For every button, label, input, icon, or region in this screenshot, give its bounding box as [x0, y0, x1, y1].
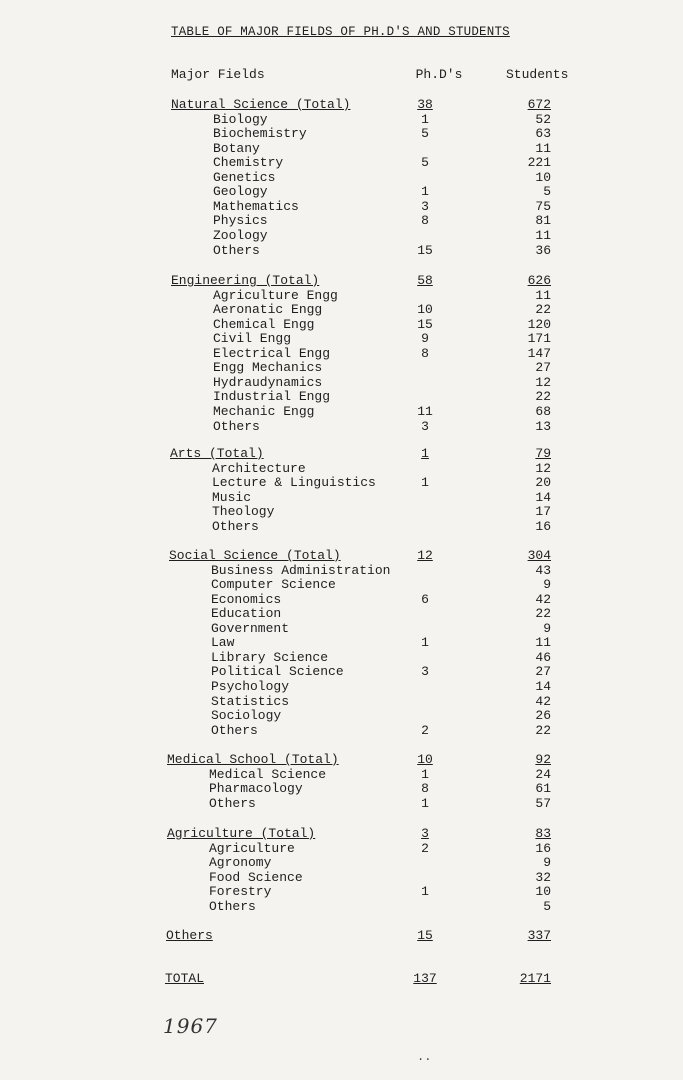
field-row	[0, 781, 683, 796]
field-name: Agriculture (Total)	[167, 826, 316, 841]
phd-count: 1	[421, 111, 429, 127]
field-name: Sociology	[211, 708, 282, 724]
student-count: 13	[535, 418, 551, 434]
field-row	[0, 228, 683, 243]
field-name: Biochemistry	[213, 126, 307, 142]
field-row	[0, 694, 683, 709]
student-count: 24	[535, 766, 551, 782]
field-row	[0, 767, 683, 782]
field-name: Theology	[212, 504, 275, 520]
group-total-row	[0, 97, 683, 112]
student-count: 304	[527, 548, 551, 563]
phd-count: 1	[421, 184, 429, 200]
student-count: 83	[535, 826, 551, 841]
field-row	[0, 141, 683, 156]
phd-count: 5	[421, 126, 429, 142]
field-name: Psychology	[211, 678, 290, 694]
phd-count: 2	[421, 722, 429, 738]
student-count: 43	[535, 562, 551, 578]
field-name: Agriculture	[209, 840, 295, 856]
field-name: Others	[213, 418, 260, 434]
field-row	[0, 621, 683, 636]
field-name: Political Science	[211, 664, 344, 680]
student-count: 221	[527, 155, 551, 171]
field-row	[0, 112, 683, 127]
field-row	[0, 563, 683, 578]
header-students: Students	[506, 67, 569, 82]
student-count: 16	[535, 518, 551, 534]
phd-count: 3	[421, 418, 429, 434]
field-name: Education	[211, 606, 282, 622]
student-count: 22	[535, 722, 551, 738]
field-row	[0, 331, 683, 346]
student-count: 68	[535, 403, 551, 419]
phd-count: 15	[417, 316, 433, 332]
phd-count: 8	[421, 781, 429, 797]
student-count: 27	[535, 664, 551, 680]
field-name: Others	[212, 518, 259, 534]
field-name: Others	[209, 898, 256, 914]
phd-count: 137	[413, 971, 437, 986]
field-row	[0, 592, 683, 607]
field-row	[0, 461, 683, 476]
field-name: Government	[211, 620, 290, 636]
field-name: Medical School (Total)	[167, 752, 339, 767]
phd-count: 10	[417, 302, 433, 318]
field-row	[0, 870, 683, 885]
field-row	[0, 679, 683, 694]
field-name: Pharmacology	[209, 781, 303, 797]
field-row	[0, 419, 683, 434]
field-row	[0, 155, 683, 170]
field-row	[0, 243, 683, 258]
field-name: Botany	[213, 140, 260, 156]
phd-count: 11	[417, 403, 433, 419]
field-row	[0, 841, 683, 856]
field-row	[0, 606, 683, 621]
student-count: 46	[535, 649, 551, 665]
group-total-row	[0, 273, 683, 288]
field-row	[0, 796, 683, 811]
field-row	[0, 375, 683, 390]
student-count: 16	[535, 840, 551, 856]
phd-count: 1	[421, 446, 429, 461]
group-total-row	[0, 446, 683, 461]
header-major-fields: Major Fields	[171, 67, 265, 82]
field-row	[0, 170, 683, 185]
student-count: 42	[535, 693, 551, 709]
phd-count: 1	[421, 884, 429, 900]
student-count: 27	[535, 360, 551, 376]
field-row	[0, 184, 683, 199]
field-name: Mathematics	[213, 198, 299, 214]
student-count: 42	[535, 591, 551, 607]
group-total-row	[0, 752, 683, 767]
field-name: Geology	[213, 184, 268, 200]
field-name: Library Science	[211, 649, 329, 665]
phd-count: 8	[421, 213, 429, 229]
student-count: 81	[535, 213, 551, 229]
field-name: Engineering (Total)	[171, 273, 320, 288]
student-count: 22	[535, 302, 551, 318]
page-mark: ..	[417, 1050, 432, 1064]
field-row	[0, 317, 683, 332]
phd-count: 3	[421, 826, 429, 841]
field-name: Social Science (Total)	[169, 548, 341, 563]
field-name: Agronomy	[209, 855, 272, 871]
field-name: Civil Engg	[213, 331, 292, 347]
phd-count: 1	[421, 766, 429, 782]
field-row	[0, 346, 683, 361]
group-total-row	[0, 548, 683, 563]
field-name: Others	[213, 242, 260, 258]
field-row	[0, 213, 683, 228]
student-count: 14	[535, 678, 551, 694]
field-row	[0, 519, 683, 534]
field-name: Genetics	[213, 169, 276, 185]
student-count: 32	[535, 869, 551, 885]
phd-count: 3	[421, 198, 429, 214]
field-name: Chemical Engg	[213, 316, 315, 332]
field-name: Medical Science	[209, 766, 327, 782]
field-row	[0, 708, 683, 723]
field-row	[0, 723, 683, 738]
field-name: Mechanic Engg	[213, 403, 315, 419]
student-count: 147	[527, 345, 551, 361]
student-count: 12	[535, 460, 551, 476]
phd-count: 8	[421, 345, 429, 361]
field-row	[0, 288, 683, 303]
phd-count: 12	[417, 548, 433, 563]
field-row	[0, 504, 683, 519]
student-count: 626	[527, 273, 551, 288]
student-count: 26	[535, 708, 551, 724]
field-name: Arts (Total)	[170, 446, 264, 461]
field-row	[0, 899, 683, 914]
student-count: 11	[535, 635, 551, 651]
phd-count: 1	[421, 635, 429, 651]
student-count: 92	[535, 752, 551, 767]
student-count: 9	[543, 620, 551, 636]
field-row	[0, 302, 683, 317]
field-name: Statistics	[211, 693, 290, 709]
phd-count: 9	[421, 331, 429, 347]
field-name: Forestry	[209, 884, 272, 900]
student-count: 171	[527, 331, 551, 347]
handwritten-year: 1967	[163, 1014, 218, 1038]
field-row	[0, 360, 683, 375]
phd-count: 2	[421, 840, 429, 856]
phd-count: 58	[417, 273, 433, 288]
student-count: 22	[535, 389, 551, 405]
field-name: Zoology	[213, 227, 268, 243]
phd-count: 5	[421, 155, 429, 171]
student-count: 17	[535, 504, 551, 520]
student-count: 61	[535, 781, 551, 797]
field-name: Computer Science	[211, 577, 336, 593]
phd-count: 1	[421, 475, 429, 491]
student-count: 5	[543, 898, 551, 914]
field-name: Natural Science (Total)	[171, 97, 351, 112]
field-row	[0, 664, 683, 679]
student-count: 2171	[519, 971, 551, 986]
field-name: Biology	[213, 111, 268, 127]
field-row	[0, 490, 683, 505]
field-row	[0, 650, 683, 665]
field-row	[0, 884, 683, 899]
grand-total-row	[0, 971, 683, 986]
field-name: TOTAL	[165, 971, 205, 986]
phd-count: 1	[421, 795, 429, 811]
student-count: 12	[535, 374, 551, 390]
student-count: 57	[535, 795, 551, 811]
student-count: 75	[535, 198, 551, 214]
field-name: Others	[211, 722, 258, 738]
field-name: Others	[166, 928, 213, 943]
others-row	[0, 928, 683, 943]
student-count: 5	[543, 184, 551, 200]
phd-count: 6	[421, 591, 429, 607]
field-name: Business Administration	[211, 562, 391, 578]
field-row	[0, 126, 683, 141]
field-name: Architecture	[212, 460, 306, 476]
field-row	[0, 855, 683, 870]
student-count: 120	[527, 316, 551, 332]
student-count: 9	[543, 577, 551, 593]
student-count: 20	[535, 475, 551, 491]
student-count: 22	[535, 606, 551, 622]
student-count: 9	[543, 855, 551, 871]
field-name: Electrical Engg	[213, 345, 331, 361]
page-title: TABLE OF MAJOR FIELDS OF PH.D'S AND STUDENTS	[171, 25, 510, 39]
field-name: Chemistry	[213, 155, 284, 171]
student-count: 52	[535, 111, 551, 127]
student-count: 14	[535, 489, 551, 505]
student-count: 11	[535, 140, 551, 156]
field-row	[0, 199, 683, 214]
student-count: 11	[535, 227, 551, 243]
student-count: 79	[535, 446, 551, 461]
field-row	[0, 577, 683, 592]
field-name: Engg Mechanics	[213, 360, 323, 376]
student-count: 11	[535, 287, 551, 303]
student-count: 10	[535, 169, 551, 185]
phd-count: 15	[417, 242, 433, 258]
field-name: Economics	[211, 591, 282, 607]
field-name: Industrial Engg	[213, 389, 331, 405]
field-name: Food Science	[209, 869, 303, 885]
student-count: 10	[535, 884, 551, 900]
field-row	[0, 635, 683, 650]
field-name: Lecture & Linguistics	[212, 475, 376, 491]
phd-count: 3	[421, 664, 429, 680]
student-count: 337	[527, 928, 551, 943]
student-count: 672	[527, 97, 551, 112]
student-count: 63	[535, 126, 551, 142]
field-name: Hydraudynamics	[213, 374, 323, 390]
field-name: Law	[211, 635, 235, 651]
phd-count: 15	[417, 928, 433, 943]
field-name: Others	[209, 795, 256, 811]
field-row	[0, 404, 683, 419]
field-row	[0, 475, 683, 490]
field-row	[0, 389, 683, 404]
header-phd: Ph.D's	[415, 67, 463, 82]
student-count: 36	[535, 242, 551, 258]
phd-count: 38	[417, 97, 433, 112]
field-name: Physics	[213, 213, 268, 229]
field-name: Agriculture Engg	[213, 287, 338, 303]
field-name: Aeronatic Engg	[213, 302, 323, 318]
phd-count: 10	[417, 752, 433, 767]
group-total-row	[0, 826, 683, 841]
field-name: Music	[212, 489, 252, 505]
